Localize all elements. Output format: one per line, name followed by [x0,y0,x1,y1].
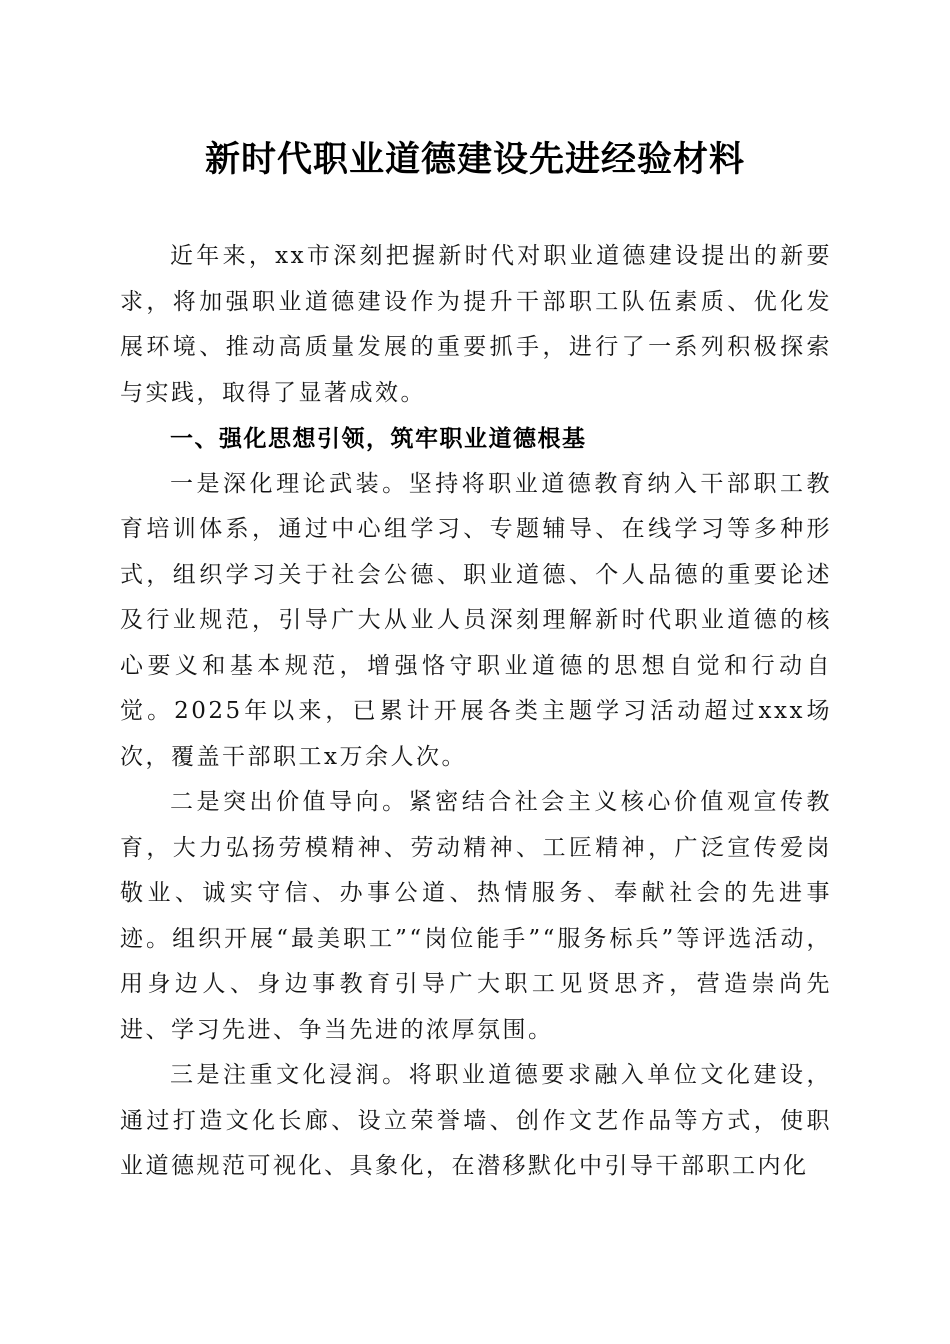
item-2-lead: 二是突出价值导向。 [170,789,409,815]
item-3-text: 将职业道德要求融入单位文化建设，通过打造文化长廊、设立荣誉墙、创作文艺作品等方式，使职业道德规范可视化、具象化，在潜移默化中引导干部职工内化 [120,1062,833,1179]
item-1-lead: 一是深化理论武装。 [170,470,409,497]
paragraph-item-2 [120,780,832,1053]
document-title: 新时代职业道德建设先进经验材料 [204,139,745,180]
document-body [120,234,832,1190]
item-1-text: 坚持将职业道德教育纳入干部职工教育培训体系，通过中心组学习、专题辅导、在线学习等多种形式，组织学习关于社会公德、职业道德、个人品德的重要论述及行业规范，引导广大从业人员深刻理解新时代职业道德的核心要义和基本规范，增强恪守职业道德的思想自觉和行动自觉。2025年以来，已累计开展各类主题学习活动超过xxx场次，覆盖干部职工x万余人次。 [120,470,833,770]
paragraph-item-3 [120,1053,832,1190]
item-3-lead: 三是注重文化浸润。 [170,1062,409,1088]
intro-paragraph: 近年来，xx市深刻把握新时代对职业道德建设提出的新要求，将加强职业道德建设作为提升干部职工队伍素质、优化发展环境、推动高质量发展的重要抓手，进行了一系列积极探索与实践，取得了显著成效。 [120,243,832,406]
item-2-text: 紧密结合社会主义核心价值观宣传教育，大力弘扬劳模精神、劳动精神、工匠精神，广泛宣传爱岗敬业、诚实守信、办事公道、热情服务、奉献社会的先进事迹。组织开展“最美职工”“岗位能手”“服务标兵”等评选活动，用身边人、身边事教育引导广大职工见贤思齐，营造崇尚先进、学习先进、争当先进的浓厚氛围。 [120,789,833,1043]
paragraph-item-1 [120,462,832,781]
section-heading: 一、强化思想引领，筑牢职业道德根基 [170,425,587,452]
